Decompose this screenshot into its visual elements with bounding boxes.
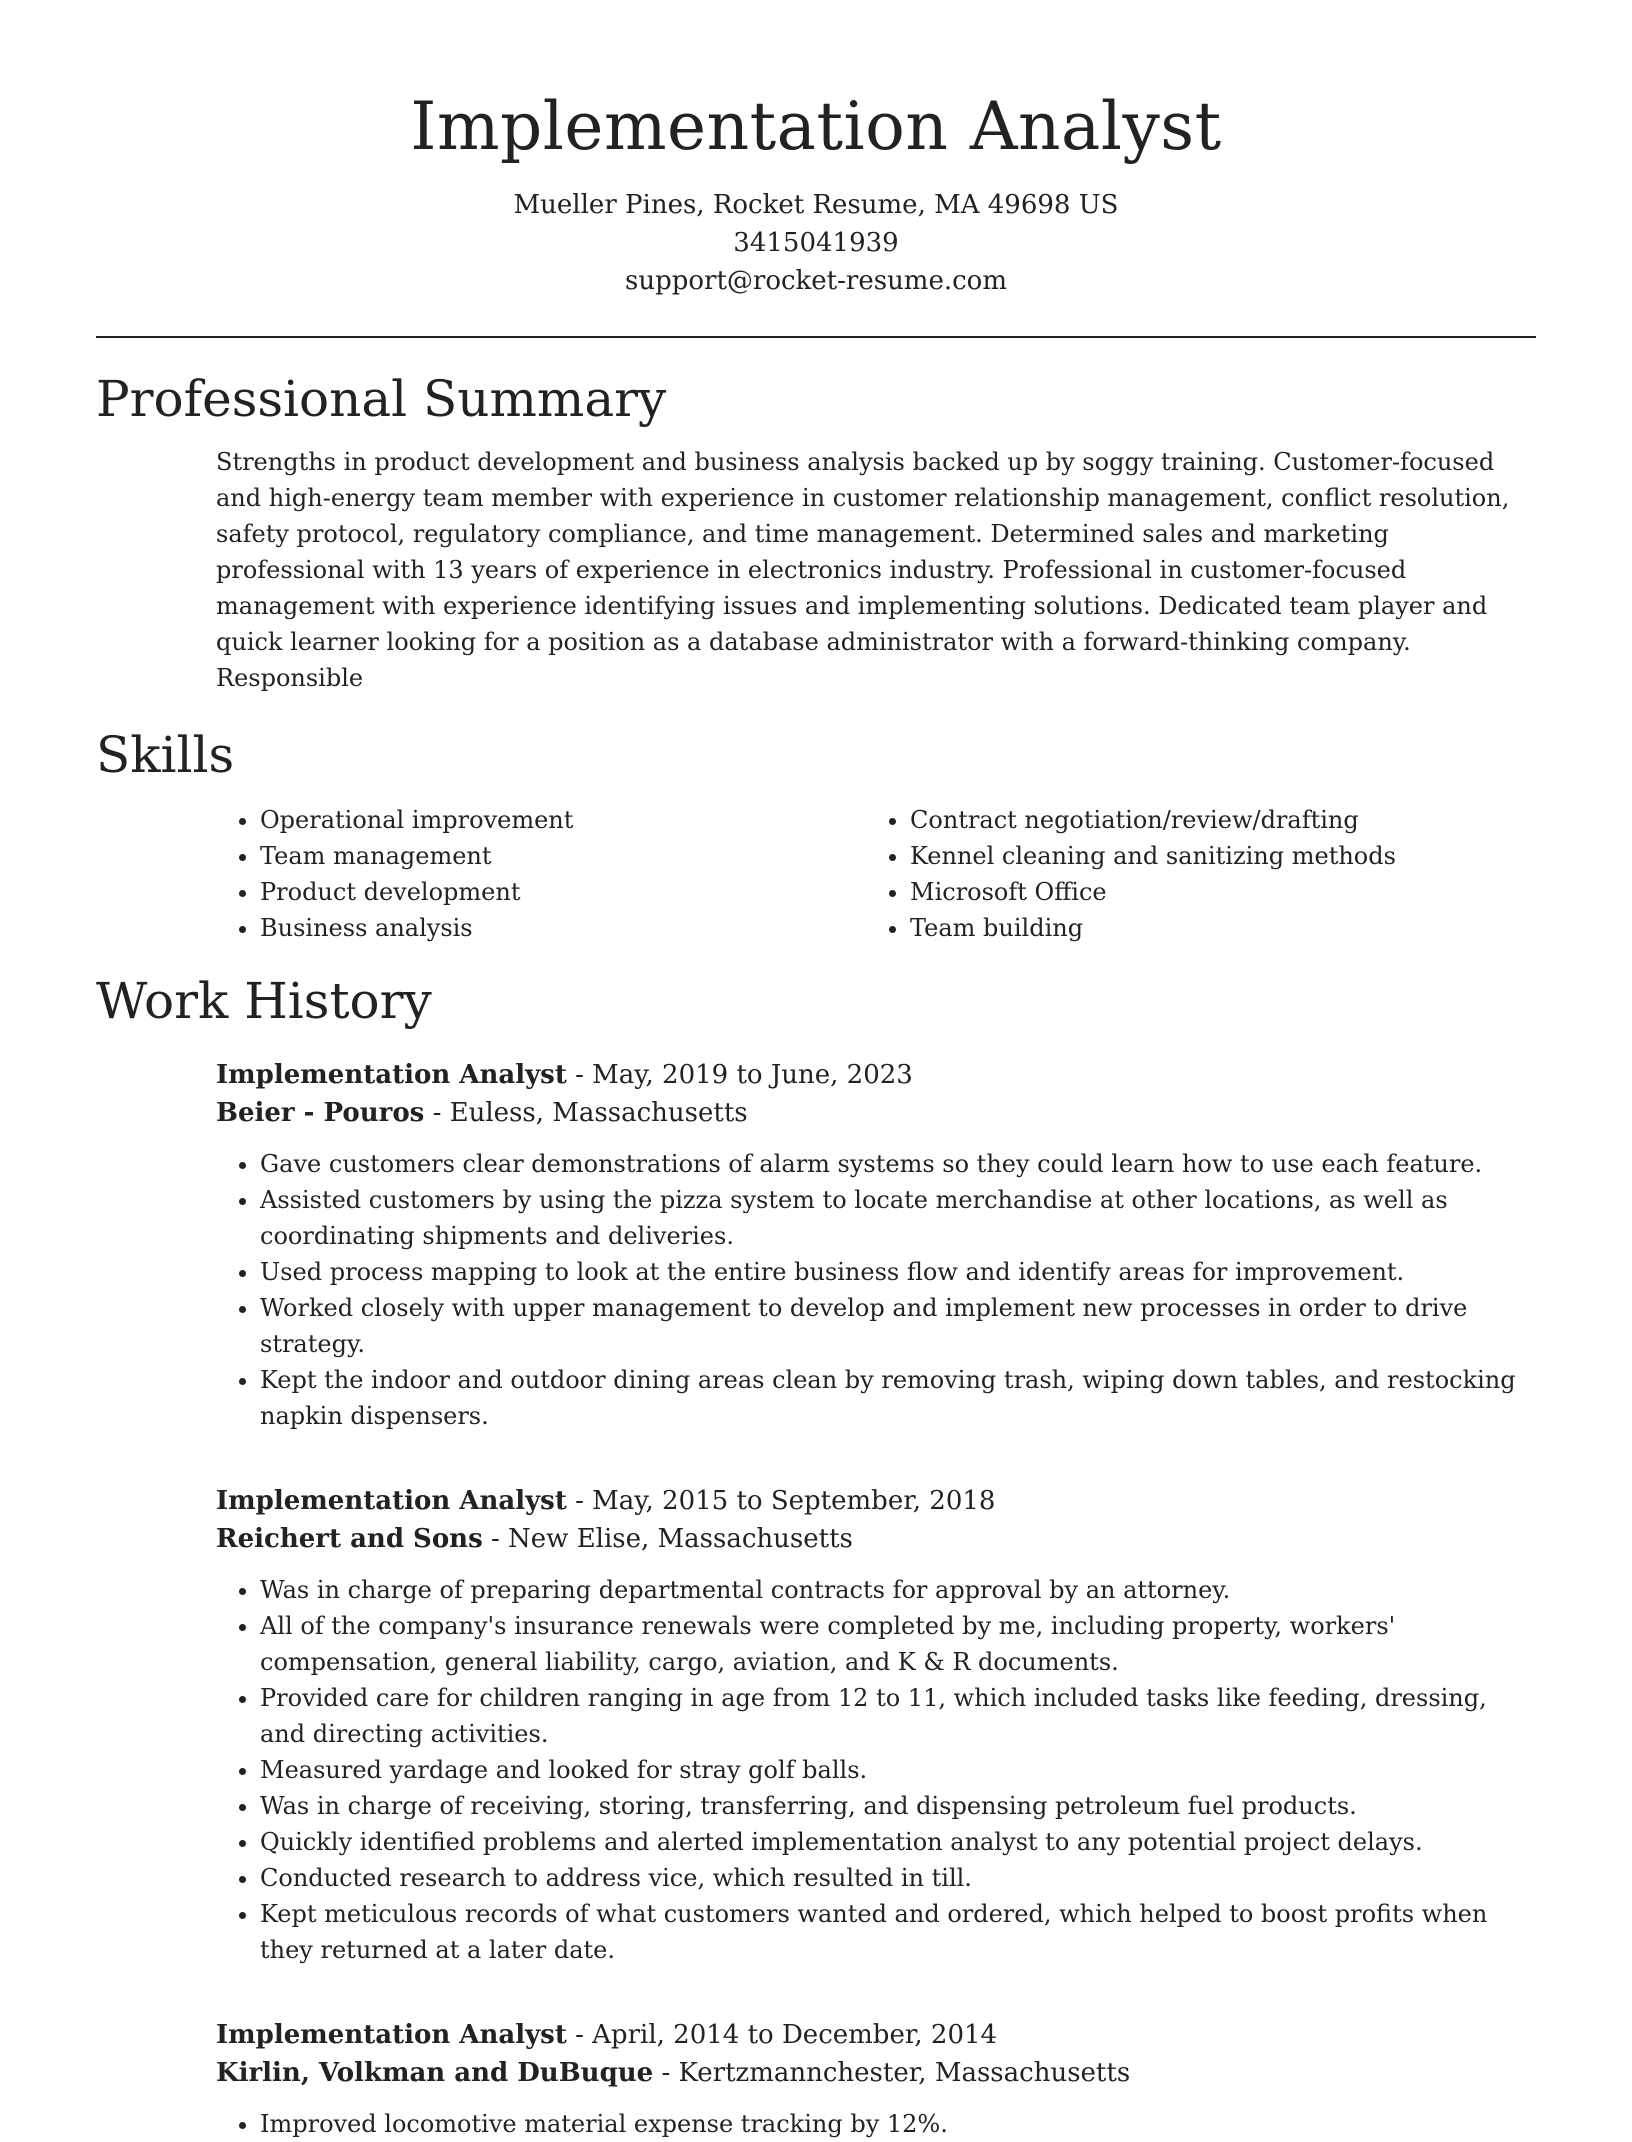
job-duty: • Was in charge of receiving, storing, transferring, and dispensing petroleum fuel products.	[260, 1788, 1536, 1824]
job-duties-list	[216, 1146, 1536, 1434]
job-duties-list	[216, 2106, 1536, 2142]
job-company-line: Reichert and Sons - New Elise, Massachusetts	[216, 1524, 853, 1554]
job-duties-list	[216, 1572, 1536, 1968]
job-role: Implementation Analyst	[216, 1060, 567, 1090]
job-company: Beier - Pouros	[216, 1098, 425, 1128]
job-company: Reichert and Sons	[216, 1524, 483, 1554]
job-duty: • Used process mapping to look at the entire business flow and identify areas for improvement.	[260, 1254, 1536, 1290]
skill-item: • Microsoft Office	[910, 874, 1516, 910]
professional-summary-heading: Professional Summary	[96, 370, 667, 428]
job-company-line: Kirlin, Volkman and DuBuque - Kertzmannchester, Massachusetts	[216, 2058, 1131, 2088]
skill-item: • Product development	[260, 874, 866, 910]
job-duty: • Kept meticulous records of what customers wanted and ordered, which helped to boost profits when they returned at a later date.	[260, 1896, 1536, 1968]
job-duty: • Gave customers clear demonstrations of alarm systems so they could learn how to use each feature.	[260, 1146, 1536, 1182]
job-dates: May, 2019 to June, 2023	[592, 1060, 913, 1090]
job-duty: • Kept the indoor and outdoor dining areas clean by removing trash, wiping down tables, and restocking napkin dispensers.	[260, 1362, 1536, 1434]
job-duty: • Was in charge of preparing departmental contracts for approval by an attorney.	[260, 1572, 1536, 1608]
job-role: Implementation Analyst	[216, 1486, 567, 1516]
job-dates: April, 2014 to December, 2014	[592, 2020, 998, 2050]
work-history-heading: Work History	[96, 972, 432, 1030]
job-duty: • Quickly identified problems and alerted implementation analyst to any potential project delays.	[260, 1824, 1536, 1860]
skill-item: • Team building	[910, 910, 1516, 946]
skills-section	[96, 722, 1536, 946]
contact-email: support@rocket-resume.com	[624, 266, 1007, 296]
job-duty: • Assisted customers by using the pizza system to locate merchandise at other locations, as well as coordinating shipments and deliveries.	[260, 1182, 1536, 1254]
job-title-line: Implementation Analyst - May, 2019 to June, 2023	[216, 1060, 913, 1090]
job-location: Kertzmannchester, Massachusetts	[678, 2058, 1131, 2088]
job-dates: May, 2015 to September, 2018	[592, 1486, 996, 1516]
job-location: Euless, Massachusetts	[449, 1098, 748, 1128]
contact-block	[96, 186, 1536, 300]
job-company: Kirlin, Volkman and DuBuque	[216, 2058, 654, 2088]
job-title-line: Implementation Analyst - April, 2014 to December, 2014	[216, 2020, 998, 2050]
contact-phone: 3415041939	[733, 228, 899, 258]
job-duty: • Improved locomotive material expense tracking by 12%.	[260, 2106, 1536, 2142]
job-duty: • Measured yardage and looked for stray golf balls.	[260, 1752, 1536, 1788]
skills-grid	[216, 802, 1536, 946]
professional-summary-text: Strengths in product development and business analysis backed up by soggy training. Customer-focused and high-energy team member with experience in customer relationship management, conflict resolution, safety protocol, regulatory compliance, and time management. Determined sales and marketing professional with 13 years of experience in electronics industry. Professional in customer-focused management with experience identifying issues and implementing solutions. Dedicated team player and quick learner looking for a position as a database administrator with a forward-thinking company. Responsible	[216, 448, 1510, 692]
job-role: Implementation Analyst	[216, 2020, 567, 2050]
job-duty: • Conducted research to address vice, which resulted in till.	[260, 1860, 1536, 1896]
resume-header	[96, 0, 1536, 300]
work-history-section	[96, 968, 1536, 2142]
job-entry	[216, 1056, 1536, 1434]
header-divider	[96, 336, 1536, 338]
job-entry	[216, 2016, 1536, 2142]
skill-item: • Team management	[260, 838, 866, 874]
skill-item: • Kennel cleaning and sanitizing methods	[910, 838, 1516, 874]
job-duty: • Worked closely with upper management to develop and implement new processes in order to drive strategy.	[260, 1290, 1536, 1362]
skills-list-left	[216, 802, 866, 946]
skills-list-right	[866, 802, 1516, 946]
job-location: New Elise, Massachusetts	[508, 1524, 853, 1554]
job-duty: • Provided care for children ranging in age from 12 to 11, which included tasks like feeding, dressing, and directing activities.	[260, 1680, 1536, 1752]
contact-address: Mueller Pines, Rocket Resume, MA 49698 US	[513, 190, 1119, 220]
skill-item: • Operational improvement	[260, 802, 866, 838]
skill-item: • Contract negotiation/review/drafting	[910, 802, 1516, 838]
candidate-name: Implementation Analyst	[410, 88, 1222, 165]
job-duty: • All of the company's insurance renewals were completed by me, including property, workers' compensation, general liability, cargo, aviation, and K & R documents.	[260, 1608, 1536, 1680]
skills-heading: Skills	[96, 726, 235, 784]
job-entry	[216, 1482, 1536, 1968]
job-title-line: Implementation Analyst - May, 2015 to September, 2018	[216, 1486, 996, 1516]
professional-summary-section	[96, 366, 1536, 696]
job-company-line: Beier - Pouros - Euless, Massachusetts	[216, 1098, 748, 1128]
skill-item: • Business analysis	[260, 910, 866, 946]
